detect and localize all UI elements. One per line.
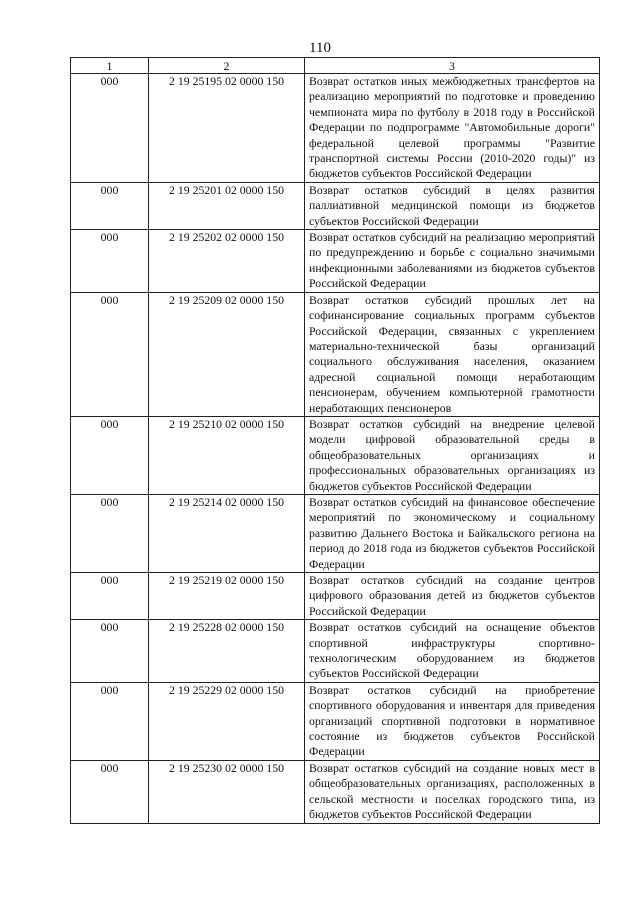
column-header-1: 1 xyxy=(71,58,149,74)
description-cell: Возврат остатков субсидий прошлых лет на софинансирование социальных программ субъектов Российской Федерации, связанных с укреплением материально-технической базы организаций социального обслуживания населения, оказанием адресной социальной помощи неработающим пенсионерам, обучением компьютерной грамотности неработающих пенсионеров xyxy=(305,292,600,416)
table-row xyxy=(71,182,600,229)
description-cell: Возврат остатков субсидий на оснащение объектов спортивной инфраструктуры спортивно-технологическим оборудованием из бюджетов субъектов Российской Федерации xyxy=(305,620,600,683)
budget-classification-code-cell: 2 19 25228 02 0000 150 xyxy=(149,620,305,683)
table-row xyxy=(71,760,600,823)
budget-classification-code-cell: 2 19 25202 02 0000 150 xyxy=(149,230,305,293)
description-cell: Возврат остатков субсидий на создание новых мест в общеобразовательных организациях, расположенных в сельской местности и поселках городского типа, из бюджетов субъектов Российской Федерации xyxy=(305,760,600,823)
budget-classification-code-cell: 2 19 25214 02 0000 150 xyxy=(149,494,305,572)
table-row xyxy=(71,74,600,183)
admin-code-cell: 000 xyxy=(71,760,149,823)
table-header-row xyxy=(71,58,600,74)
table-body xyxy=(71,58,600,824)
admin-code-cell: 000 xyxy=(71,74,149,183)
budget-classification-code-cell: 2 19 25195 02 0000 150 xyxy=(149,74,305,183)
admin-code-cell: 000 xyxy=(71,230,149,293)
admin-code-cell: 000 xyxy=(71,620,149,683)
column-header-3: 3 xyxy=(305,58,600,74)
budget-classification-code-cell: 2 19 25210 02 0000 150 xyxy=(149,416,305,494)
description-cell: Возврат остатков субсидий в целях развития паллиативной медицинской помощи из бюджетов субъектов Российской Федерации xyxy=(305,182,600,229)
table-row xyxy=(71,416,600,494)
table-row xyxy=(71,682,600,760)
table-row xyxy=(71,292,600,416)
admin-code-cell: 000 xyxy=(71,494,149,572)
admin-code-cell: 000 xyxy=(71,682,149,760)
admin-code-cell: 000 xyxy=(71,416,149,494)
budget-codes-table xyxy=(70,57,600,824)
column-header-2: 2 xyxy=(149,58,305,74)
description-cell: Возврат остатков субсидий на внедрение целевой модели цифровой образовательной среды в общеобразовательных организациях и профессиональных образовательных организациях из бюджетов субъектов Российской Федерации xyxy=(305,416,600,494)
admin-code-cell: 000 xyxy=(71,182,149,229)
budget-classification-code-cell: 2 19 25209 02 0000 150 xyxy=(149,292,305,416)
table-row xyxy=(71,230,600,293)
table-row xyxy=(71,494,600,572)
description-cell: Возврат остатков субсидий на создание центров цифрового образования детей из бюджетов субъектов Российской Федерации xyxy=(305,573,600,620)
budget-classification-code-cell: 2 19 25201 02 0000 150 xyxy=(149,182,305,229)
budget-classification-code-cell: 2 19 25229 02 0000 150 xyxy=(149,682,305,760)
description-cell: Возврат остатков иных межбюджетных трансфертов на реализацию мероприятий по подготовке и проведению чемпионата мира по футболу в 2018 году в Российской Федерации по подпрограмме "Автомобильные дороги" федеральной целевой программы "Развитие транспортной системы России (2010-2020 годы)" из бюджетов субъектов Российской Федерации xyxy=(305,74,600,183)
budget-classification-code-cell: 2 19 25219 02 0000 150 xyxy=(149,573,305,620)
description-cell: Возврат остатков субсидий на финансовое обеспечение мероприятий по экономическому и социальному развитию Дальнего Востока и Байкальского региона на период до 2018 года из бюджетов субъектов Российской Федерации xyxy=(305,494,600,572)
budget-classification-code-cell: 2 19 25230 02 0000 150 xyxy=(149,760,305,823)
description-cell: Возврат остатков субсидий на приобретение спортивного оборудования и инвентаря для приведения организаций спортивной подготовки в нормативное состояние из бюджетов субъектов Российской Федерации xyxy=(305,682,600,760)
description-cell: Возврат остатков субсидий на реализацию мероприятий по предупреждению и борьбе с социально значимыми инфекционными заболеваниями из бюджетов субъектов Российской Федерации xyxy=(305,230,600,293)
table-row xyxy=(71,620,600,683)
admin-code-cell: 000 xyxy=(71,573,149,620)
table-row xyxy=(71,573,600,620)
page-number: 110 xyxy=(309,40,331,56)
admin-code-cell: 000 xyxy=(71,292,149,416)
